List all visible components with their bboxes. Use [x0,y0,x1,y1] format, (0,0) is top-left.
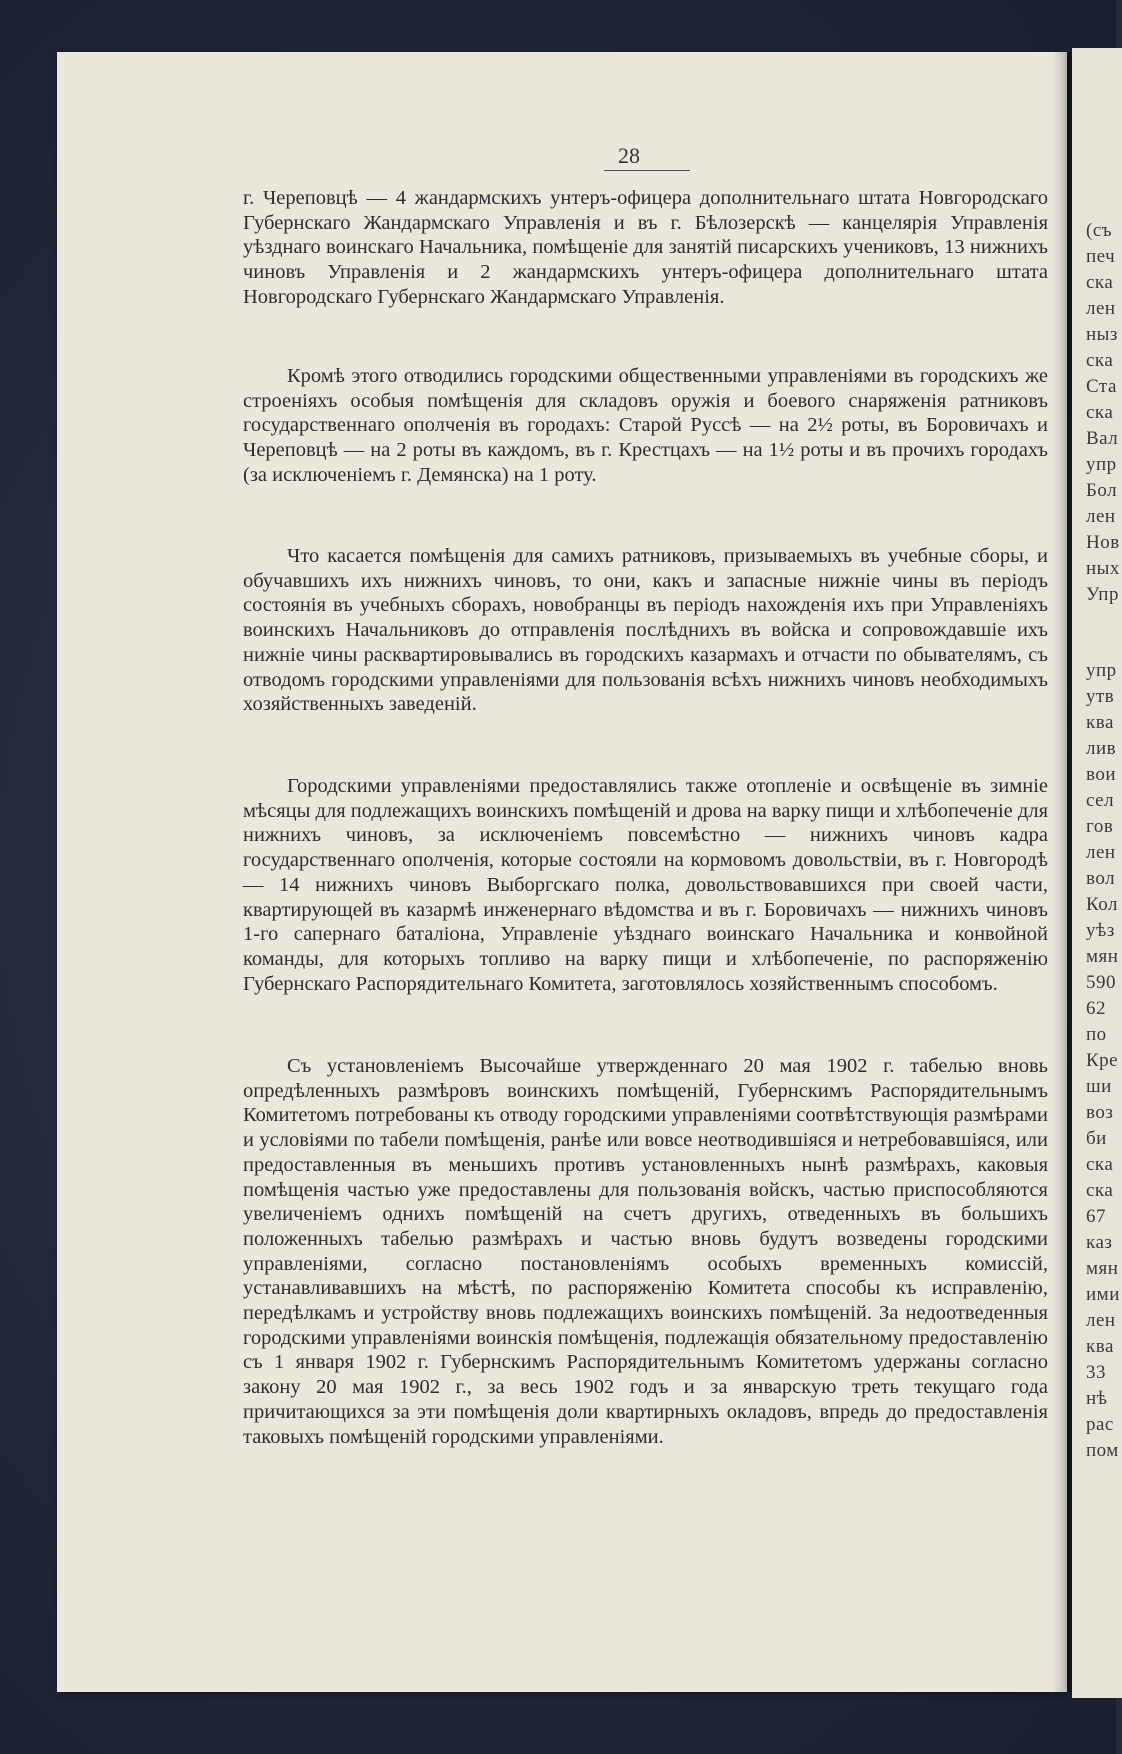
paragraph-2: Кромѣ этого отводились городскими общественными управленіями въ городскихъ же строеніяхъ особыя помѣщенія для складовъ оружія и боевого снаряженія ратниковъ государственнаго ополченія въ городахъ: Старой Руссѣ — на 2½ роты, въ Боровичахъ и Череповцѣ — на 2 роты въ каждомъ, въ г. Крестцахъ — на 1½ роты и въ прочихъ городахъ (за исключеніемъ г. Демянска) на 1 роту. [243,365,1048,486]
next-page-fragment: 590 [1086,972,1116,993]
next-page-fragment: лен [1086,506,1116,527]
next-page-fragment: ска [1086,272,1114,293]
next-page-fragment: Упр [1086,584,1119,605]
next-page-fragment: пом [1086,1440,1119,1461]
next-page-fragment: упр [1086,660,1117,681]
next-page-fragment: ква [1086,1336,1114,1357]
next-page-fragment: (съ [1086,220,1113,241]
next-page-fragment: Вал [1086,428,1119,449]
next-page-fragment: би [1086,1128,1107,1149]
next-page-fragment: рас [1086,1414,1114,1435]
next-page-fragment: вои [1086,764,1117,785]
next-page-fragment: по [1086,1024,1107,1045]
paragraph-3: Что касается помѣщенія для самихъ ратниковъ, призываемыхъ въ учебные сборы, и обучавшихъ ихъ нижнихъ чиновъ, то они, какъ и запасные нижніе чины въ періодъ состоянія въ учебныхъ сборахъ, новобранцы въ періодъ нахожденія ихъ при Управленіяхъ воинскихъ Начальниковъ до отправленія послѣднихъ въ войска и сопровождавшіе ихъ нижніе чины расквартировывались въ городскихъ казармахъ и отчасти по обывателямъ, съ отводомъ городскими управленіями для пользованія всѣхъ нижнихъ чиновъ необходимыхъ хозяйственныхъ заведеній. [243,545,1048,716]
next-page-fragment: ши [1086,1076,1112,1097]
next-page-fragment: лен [1086,1310,1116,1331]
next-page-fragment: мян [1086,1258,1119,1279]
next-page-fragment: вол [1086,868,1116,889]
next-page-fragment: уѣз [1086,920,1115,941]
next-page-fragment: лив [1086,738,1117,759]
next-page-fragment: воз [1086,1102,1114,1123]
next-page-fragment: ска [1086,1154,1114,1175]
next-page-fragment: ими [1086,1284,1120,1305]
next-page-fragment: Ста [1086,376,1117,397]
next-page-fragment: Нов [1086,532,1120,553]
next-page-fragment: упр [1086,454,1117,475]
next-page-fragment: 62 [1086,998,1106,1019]
next-page-fragment: ска [1086,350,1114,371]
next-page-fragment: ска [1086,1180,1114,1201]
next-page-fragment: Бол [1086,480,1118,501]
next-page-fragment: печ [1086,246,1116,267]
page-number: 28 [618,143,640,168]
paragraph-4: Городскими управленіями предоставлялись также отопленіе и освѣщеніе въ зимніе мѣсяцы для подлежащихъ воинскихъ помѣщеній и дрова на варку пищи и хлѣбопеченіе для нижнихъ чиновъ, за исключеніемъ повсемѣстно — нижнихъ чиновъ кадра государственнаго ополченія, которые состояли на кормовомъ довольствіи, въ г. Новгородѣ — 14 нижнихъ чиновъ Выборгскаго полка, довольствовавшихся при своей части, квартирующей въ казармѣ инженернаго вѣдомства и въ г. Боровичахъ — нижнихъ чиновъ 1-го сапернаго баталіона, Управленіе уѣзднаго воинскаго Начальника и конвойной команды, для которыхъ топливо на варку пищи и хлѣбопеченіе, по распоряженію Губернскаго Распорядительнаго Комитета, заготовлялось хозяйственнымъ способомъ. [243,775,1048,995]
next-page-fragment: Кол [1086,894,1118,915]
next-page-fragment: 33 [1086,1362,1106,1383]
next-page-fragment: гов [1086,816,1114,837]
next-page-fragment: ныз [1086,324,1118,345]
next-page-edge [1072,48,1122,1698]
next-page-fragment: 67 [1086,1206,1106,1227]
paragraph-5: Съ установленіемъ Высочайше утвержденнаго 20 мая 1902 г. табелью вновь опредѣленныхъ размѣровъ воинскихъ помѣщеній, Губернскимъ Распорядительнымъ Комитетомъ потребованы къ отводу городскими управленіями соотвѣтствующія размѣрами и условіями по табели помѣщенія, ранѣе или вовсе неотводившіяся и нетребовавшіяся, или предоставленныя въ меньшихъ противъ установленныхъ нынѣ размѣрахъ, каковыя помѣщенія частью уже предоставлены для пользованія войскъ, частью приспособляются увеличеніемъ однихъ помѣщеній на счетъ другихъ, отведенныхъ въ большихъ положенныхъ табелью размѣрахъ и частью вновь будутъ возведены городскими управленіями, согласно постановленіямъ особыхъ временныхъ комиссій, устанавливавшихъ на мѣстѣ, по распоряженію Комитета способы къ исправленію, передѣлкамъ и устройству вновь подлежащихъ воинскихъ помѣщеній. За недоотведенныя городскими управленіями воинскія помѣщенія, подлежащія обязательному предоставленію съ 1 января 1902 г. Губернскимъ Распорядительнымъ Комитетомъ удержаны согласно закону 20 мая 1902 г., за весь 1902 годъ и за январскую треть текущаго года причитающихся за эти помѣщенія доли квартирныхъ окладовъ, впредь до предоставленія таковыхъ помѣщеній городскими управленіями. [243,1055,1048,1448]
next-page-fragment: нѣ [1086,1388,1108,1409]
next-page-fragment: Кре [1086,1050,1119,1071]
next-page-fragment: лен [1086,842,1116,863]
next-page-fragment: ква [1086,712,1114,733]
next-page-fragment: лен [1086,298,1116,319]
paragraph-1: г. Череповцѣ — 4 жандармскихъ унтеръ-офицера дополнительнаго штата Новгородскаго Губернскаго Жандармскаго Управленія и въ г. Бѣлозерскѣ — канцелярія Управленія уѣзднаго воинскаго Начальника, помѣщеніе для занятій писарскихъ учениковъ, 13 нижнихъ чиновъ Управленія и 2 жандармскихъ унтеръ-офицера дополнительнаго штата Новгородскаго Губернскаго Жандармскаго Управленія. [243,187,1048,308]
page-gutter-shadow [1052,52,1072,1692]
next-page-fragment: мян [1086,946,1119,967]
next-page-fragment: утв [1086,686,1115,707]
next-page-fragment: сел [1086,790,1115,811]
next-page-fragment: ска [1086,402,1114,423]
next-page-fragment: ных [1086,558,1120,579]
page-number-rule [604,170,690,171]
next-page-fragment: каз [1086,1232,1113,1253]
